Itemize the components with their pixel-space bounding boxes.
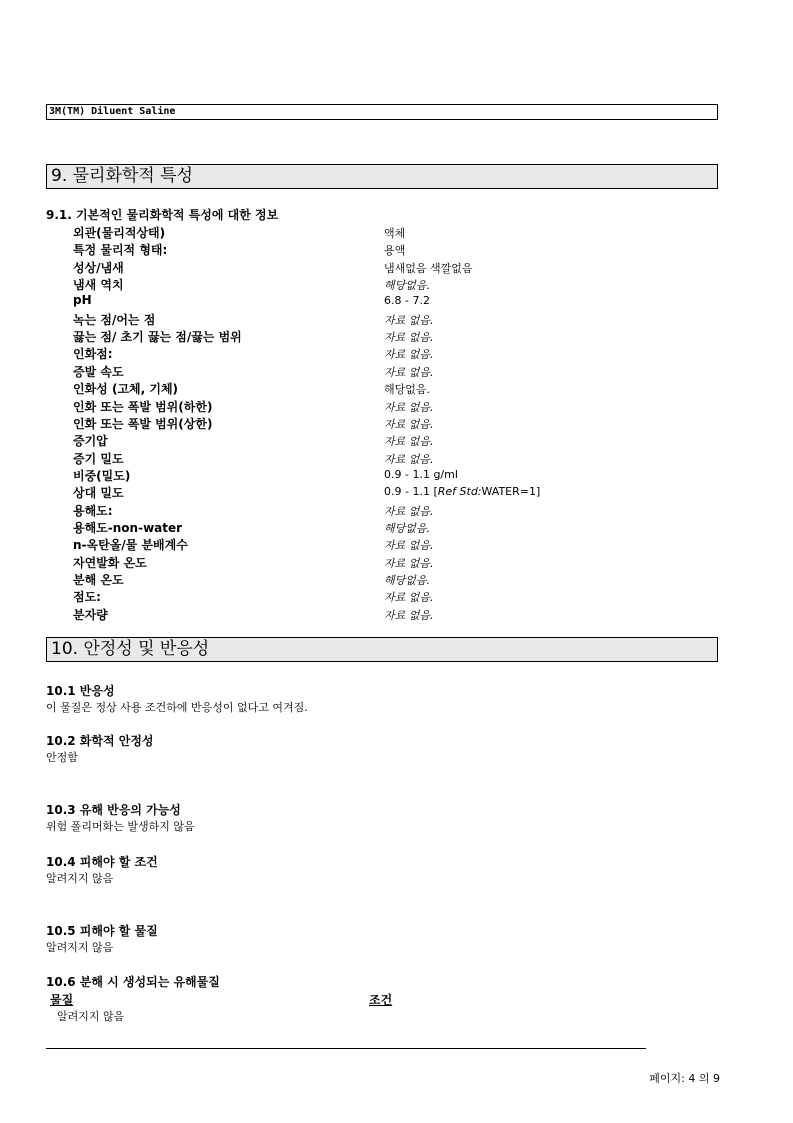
property-value: 용액	[384, 244, 406, 257]
property-value: 자료 없음.	[384, 366, 434, 379]
page-number: 페이지: 4 의 9	[649, 1072, 720, 1085]
property-value: 해당없음.	[384, 574, 431, 587]
property-value: 자료 없음.	[384, 557, 434, 570]
property-label: 인화점:	[73, 347, 113, 361]
section-10-header	[46, 637, 718, 662]
section-9-header	[46, 164, 718, 189]
property-value: 자료 없음.	[384, 505, 434, 518]
property-value: 자료 없음.	[384, 314, 434, 327]
property-label: 끓는 점/ 초기 끓는 점/끓는 범위	[73, 330, 242, 344]
product-name-box	[46, 104, 718, 120]
property-label: 외관(물리적상태)	[73, 226, 166, 240]
property-value: 냄새없음 색깔없음	[384, 262, 473, 275]
subsection-10-6-text: 알려지지 않음	[57, 1010, 125, 1023]
product-name: 3M(TM) Diluent Saline	[49, 106, 176, 117]
property-label: 분자량	[73, 608, 108, 622]
property-label: 분해 온도	[73, 573, 124, 587]
subsection-10-3-text: 위험 폴리머화는 발생하지 않음	[46, 820, 195, 833]
subsection-10-5-title: 10.5 피해야 할 물질	[46, 924, 158, 938]
property-label: 냄새 역치	[73, 278, 124, 292]
property-value: 자료 없음.	[384, 591, 434, 604]
subsection-10-4-text: 알려지지 않음	[46, 872, 114, 885]
property-value-main: 0.9 - 1.1 [	[384, 485, 438, 498]
property-value: 자료 없음.	[384, 331, 434, 344]
property-label: 상대 밀도	[73, 486, 124, 500]
property-label: 자연발화 온도	[73, 556, 147, 570]
property-label: 증기압	[73, 434, 108, 448]
property-value: 해당없음.	[384, 279, 431, 292]
property-label: 성상/냄새	[73, 261, 124, 275]
property-value: 자료 없음.	[384, 348, 434, 361]
property-value: 자료 없음.	[384, 609, 434, 622]
property-label: 비중(밀도)	[73, 469, 131, 483]
property-label: pH	[73, 293, 92, 307]
column-header-substance: 물질	[50, 993, 74, 1007]
section-10-title: 10. 안정성 및 반응성	[51, 639, 210, 659]
property-value: 자료 없음.	[384, 453, 434, 466]
subsection-10-2-title: 10.2 화학적 안정성	[46, 734, 154, 748]
property-label: 용해도:	[73, 504, 113, 518]
property-value: 해당없음.	[384, 383, 431, 396]
subsection-9-1-title: 9.1. 기본적인 물리화학적 특성에 대한 정보	[46, 208, 279, 222]
section-9-title: 9. 물리화학적 특성	[51, 166, 193, 186]
property-label: 녹는 점/어는 점	[73, 313, 156, 327]
property-label: n-옥탄올/물 분배계수	[73, 538, 188, 552]
subsection-10-5-text: 알려지지 않음	[46, 941, 114, 954]
subsection-10-2-text: 안정함	[46, 751, 78, 764]
subsection-10-1-text: 이 물질은 정상 사용 조건하에 반응성이 없다고 여겨짐.	[46, 701, 308, 714]
property-label: 인화 또는 폭발 범위(상한)	[73, 417, 213, 431]
subsection-10-6-title: 10.6 분해 시 생성되는 유해물질	[46, 975, 220, 989]
property-value: 자료 없음.	[384, 539, 434, 552]
property-label: 특정 물리적 형태:	[73, 243, 168, 257]
property-label: 점도:	[73, 590, 101, 604]
subsection-10-4-title: 10.4 피해야 할 조건	[46, 855, 158, 869]
subsection-10-3-title: 10.3 유해 반응의 가능성	[46, 803, 181, 817]
property-label: 증발 속도	[73, 365, 124, 379]
property-label: 인화성 (고체, 기체)	[73, 382, 179, 396]
subsection-10-1-title: 10.1 반응성	[46, 684, 115, 698]
property-value-ref-value: WATER=1]	[481, 485, 541, 498]
property-value-ref-std: Ref Std:	[437, 485, 482, 498]
property-value: 해당없음.	[384, 522, 431, 535]
property-label: 용해도-non-water	[73, 521, 183, 535]
property-value	[384, 485, 540, 498]
property-value: 자료 없음.	[384, 435, 434, 448]
property-value: 자료 없음.	[384, 418, 434, 431]
property-value: 자료 없음.	[384, 401, 434, 414]
property-value: 액체	[384, 227, 406, 240]
property-value: 6.8 - 7.2	[384, 294, 430, 307]
property-label: 증기 밀도	[73, 452, 124, 466]
column-header-condition: 조건	[369, 993, 393, 1007]
footer-divider	[46, 1048, 646, 1049]
property-value: 0.9 - 1.1 g/ml	[384, 468, 458, 481]
property-label: 인화 또는 폭발 범위(하한)	[73, 400, 213, 414]
